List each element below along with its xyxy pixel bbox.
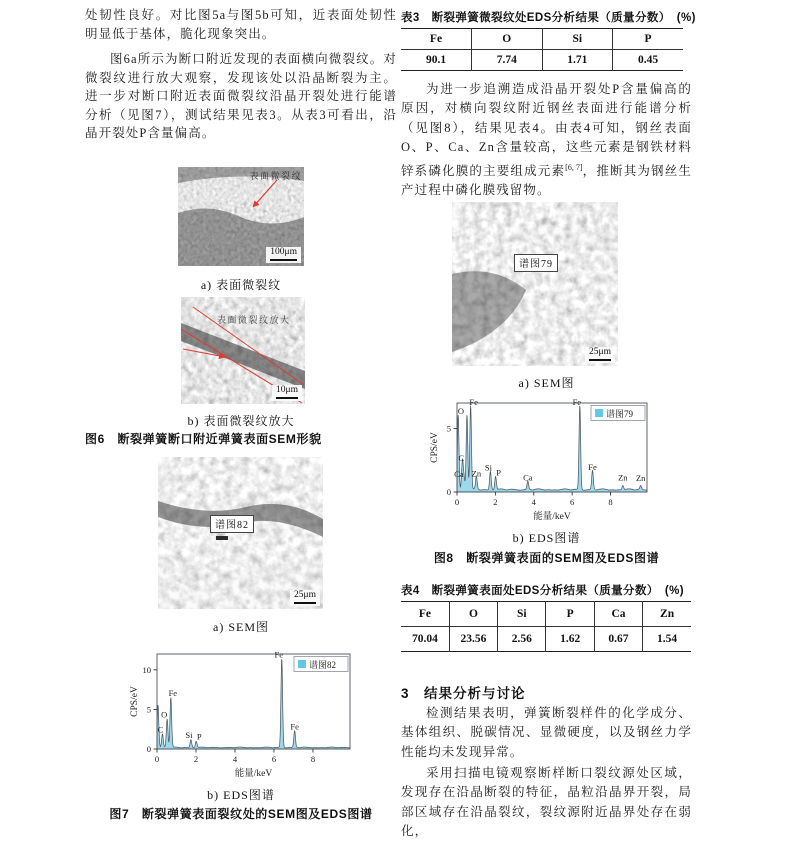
fig8b-eds-chart (428, 394, 653, 522)
svg-text:0: 0 (454, 497, 460, 507)
svg-text:Si: Si (185, 730, 193, 741)
fig7-caption: 图7 断裂弹簧表面裂纹处的SEM图及EDS图谱 (109, 807, 373, 821)
table4-header-cell: Ca (594, 602, 642, 627)
fig8a-scalebar (585, 347, 615, 363)
table4-header-cell: Zn (643, 602, 691, 627)
fig8a-spectrum-label: 谱图79 (514, 254, 558, 272)
table3-header-cell: Si (542, 29, 613, 50)
fig8a-sem-image (452, 202, 618, 366)
svg-text:0: 0 (146, 744, 151, 754)
table4-value-cell: 70.04 (411, 633, 438, 645)
scale-bar (270, 259, 297, 261)
section3-heading: 3 结果分析与讨论 (401, 686, 526, 701)
fig6-intro-paragraph: 图6a所示为断口附近发现的表面横向微裂纹。对微裂纹进行放大观察，发现该处以沿晶断裂为主。进一步对断口附近表面微裂纹沿晶开裂处进行能谱分析（见图7），测试结果见表3。从表3可看出，沿晶开裂处P含量偏高。 (85, 52, 397, 140)
svg-text:CPS/eV: CPS/eV (130, 686, 140, 717)
svg-text:能量/keV: 能量/keV (234, 769, 273, 779)
table3-header-cell: O (472, 29, 543, 50)
svg-text:2: 2 (493, 497, 498, 507)
svg-text:P: P (496, 467, 501, 478)
crack-arrow-icon (253, 180, 277, 207)
table4-header-cell: Fe (401, 602, 449, 627)
table3-header-row (401, 29, 683, 50)
svg-text:10: 10 (142, 664, 151, 675)
svg-text:Zn: Zn (618, 472, 628, 483)
fig7a-scalebar (290, 590, 320, 606)
fig6a-annotation: 表面微裂纹 (249, 171, 302, 181)
svg-text:Ca: Ca (454, 468, 464, 479)
svg-text:Fe: Fe (274, 649, 284, 660)
svg-text:Zn: Zn (635, 473, 646, 484)
sem-texture (452, 202, 618, 366)
svg-text:能量/keV: 能量/keV (533, 512, 571, 522)
crack-arrow-icon (183, 349, 225, 357)
fig7a-spectrum-label: 谱图82 (210, 515, 254, 533)
table3-value-row (401, 50, 683, 71)
svg-text:谱图82: 谱图82 (309, 660, 337, 670)
table4-value-cell: 1.62 (546, 627, 594, 652)
svg-text:0: 0 (154, 754, 160, 764)
fig6b-scalebar (272, 385, 302, 401)
scale-bar (276, 397, 298, 399)
scale-text: 100μm (270, 247, 297, 258)
fig6b-annotation: 表面微裂纹放大 (217, 315, 291, 325)
scale-bar (589, 359, 611, 361)
table3 (401, 28, 683, 71)
table3-value-cell: 7.74 (472, 50, 543, 71)
svg-text:4: 4 (232, 754, 238, 764)
table4-header-row (401, 602, 691, 627)
svg-text:Fe: Fe (588, 461, 597, 472)
section3-paragraph1: 检测结果表明，弹簧断裂样件的化学成分、基体组织、脱碳情况、显微硬度，以及钢丝力学性能均未发现异常。 (401, 706, 692, 759)
fig8b-caption: b) EDS图谱 (512, 531, 581, 545)
fig6b-caption: b) 表面微裂纹放大 (187, 414, 295, 428)
fig6a-scalebar (266, 247, 301, 263)
fig7a-caption: a) SEM图 (213, 620, 269, 634)
fig7b-caption: b) EDS图谱 (207, 788, 275, 802)
table3-value-cell: 0.45 (613, 50, 684, 71)
fig7b-eds-chart (128, 645, 356, 779)
fig6a-caption: a) 表面微裂纹 (200, 278, 282, 292)
scale-text: 10μm (276, 385, 298, 396)
fig7a-sem-image (158, 457, 323, 609)
svg-text:CPS/eV: CPS/eV (430, 432, 440, 463)
svg-text:Fe: Fe (572, 397, 582, 408)
svg-text:O: O (457, 405, 465, 416)
svg-text:O: O (161, 709, 168, 720)
table4-header-cell: O (449, 602, 497, 627)
svg-text:5: 5 (446, 423, 451, 434)
svg-text:Si: Si (484, 462, 492, 473)
svg-text:2: 2 (193, 754, 199, 764)
table3-header-cell: Fe (401, 29, 472, 50)
traceback-paragraph (401, 80, 692, 201)
table4-header-cell: Si (498, 602, 546, 627)
fig6b-sem-image (181, 297, 305, 404)
svg-text:8: 8 (608, 497, 613, 507)
left-continuation-paragraph: 处韧性良好。对比图5a与图5b可知，近表面处韧性明显低于基体，脆化现象突出。 (85, 8, 397, 41)
svg-text:4: 4 (531, 497, 536, 507)
table3-value-cell: 1.71 (542, 50, 613, 71)
spectrum-point-marker (216, 536, 228, 540)
fig6-caption: 图6 断裂弹簧断口附近弹簧表面SEM形貌 (85, 432, 322, 446)
fig8-caption: 图8 断裂弹簧表面的SEM图及EDS图谱 (433, 551, 660, 565)
table4-value-cell: 2.56 (498, 627, 546, 652)
section3-paragraph2: 采用扫描电镜观察断样断口裂纹源处区域，发现存在沿晶断裂的特征，晶粒沿晶界开裂，局部区域存在沿晶裂纹，裂纹源附近晶界处存在弱化， (401, 766, 692, 839)
svg-text:谱图79: 谱图79 (606, 409, 634, 419)
scale-bar (294, 602, 316, 604)
table4-value-cell: 0.67 (594, 627, 642, 652)
svg-text:5: 5 (146, 704, 151, 715)
scale-text: 25μm (589, 347, 611, 358)
svg-text:C: C (157, 724, 164, 735)
svg-text:0: 0 (446, 487, 451, 497)
table4-title: 表4 断裂弹簧表面处EDS分析结果（质量分数） (%) (401, 585, 684, 597)
table3-value-cell: 90.1 (425, 54, 447, 66)
svg-text:Ca: Ca (523, 472, 533, 483)
table3-header-cell: P (613, 29, 684, 50)
fig6a-sem-image (178, 167, 304, 266)
scale-text: 25μm (294, 590, 316, 601)
paragraph-text: 为进一步追溯造成沿晶开裂处P含量偏高的原因，对横向裂纹附近钢丝表面进行能谱分析（见图8），结果见表4。由表4可知，钢丝表面O、P、Ca、Zn含量较高，这些元素是钢铁材料锌系磷化膜的主要组成元素 (401, 82, 692, 178)
table4-value-cell: 23.56 (449, 627, 497, 652)
table4-header-cell: P (546, 602, 594, 627)
citation-superscript: [6, 7] (565, 162, 583, 172)
svg-text:P: P (196, 731, 202, 742)
table3-title: 表3 断裂弹簧微裂纹处EDS分析结果（质量分数） (%) (401, 12, 696, 24)
svg-text:Fe: Fe (290, 721, 299, 732)
svg-text:C: C (458, 453, 465, 464)
paragraph-text: ，推断其为钢丝生产过程中磷化膜残留物。 (401, 163, 693, 198)
fig8a-caption: a) SEM图 (518, 376, 575, 390)
table4-value-row (401, 627, 691, 652)
table4 (401, 601, 691, 652)
svg-text:6: 6 (271, 754, 277, 764)
svg-text:Zn: Zn (471, 468, 482, 479)
svg-text:6: 6 (570, 497, 575, 507)
svg-text:Fe: Fe (168, 688, 178, 699)
svg-text:8: 8 (310, 754, 316, 764)
svg-text:Fe: Fe (469, 397, 478, 408)
sem-texture (158, 457, 323, 609)
table4-value-cell: 1.54 (643, 627, 691, 652)
